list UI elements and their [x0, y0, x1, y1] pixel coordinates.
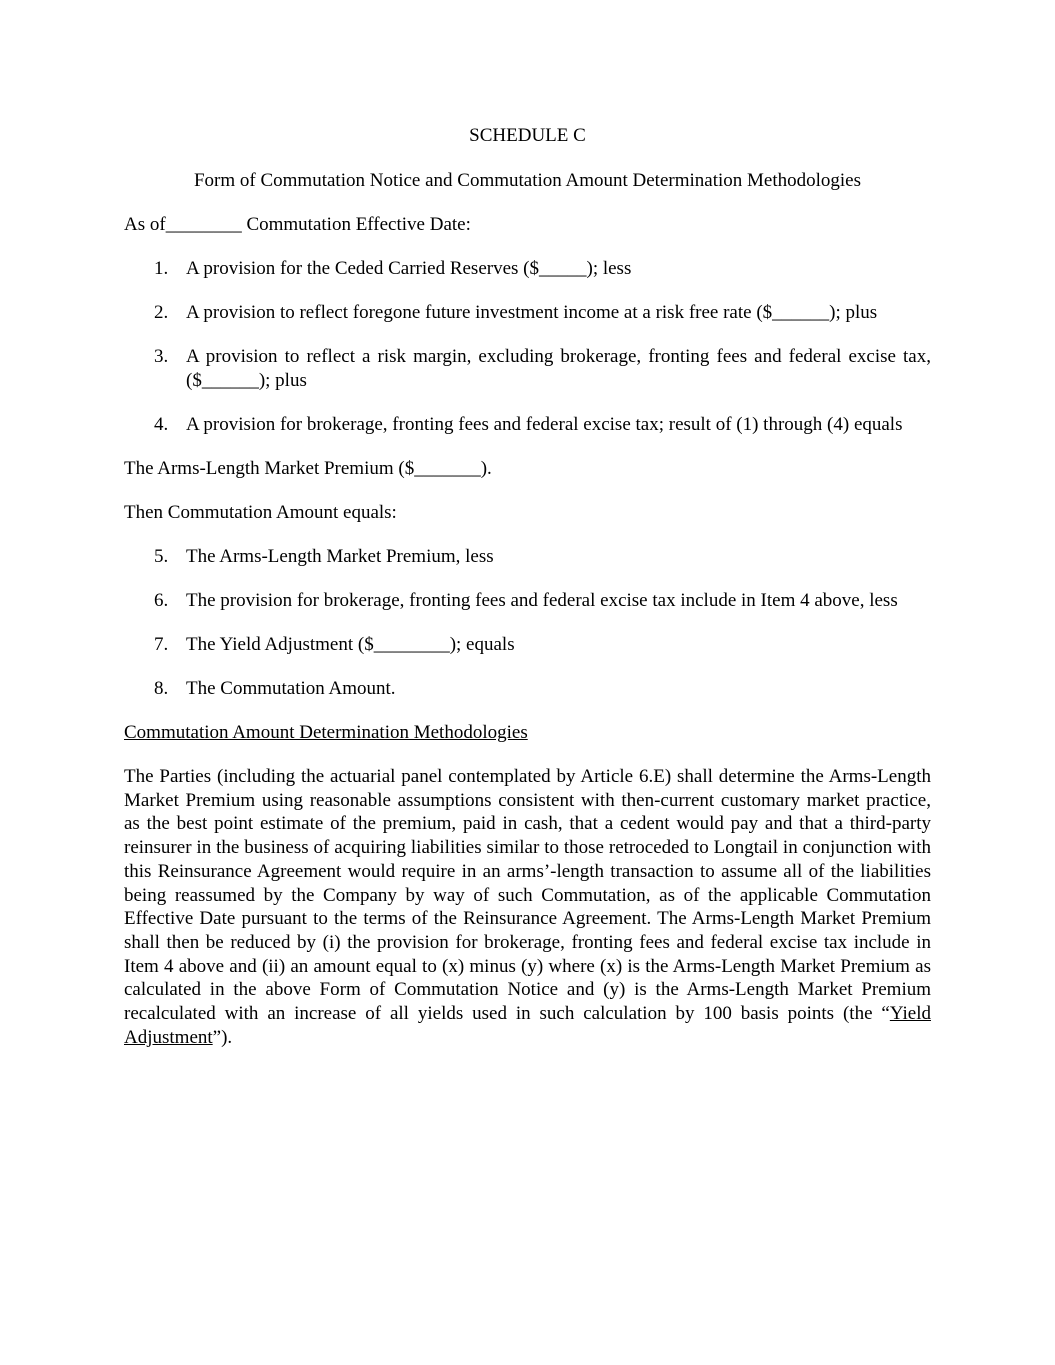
list-item-number: 8. [154, 678, 169, 699]
list-item-number: 7. [154, 634, 169, 655]
list-item [124, 345, 931, 393]
document-page [124, 124, 931, 1049]
methodologies-heading: Commutation Amount Determination Methodologies [124, 722, 528, 743]
list-item-text: The Commutation Amount. [186, 678, 396, 699]
as-of-line: As of________ Commutation Effective Date: [124, 214, 471, 235]
list-item-text: The Arms-Length Market Premium, less [186, 546, 494, 567]
list-item-number: 4. [154, 414, 169, 435]
list-item-text: The provision for brokerage, fronting fees and federal excise tax include in Item 4 above, less [186, 590, 898, 611]
document-subtitle: Form of Commutation Notice and Commutation Amount Determination Methodologies [193, 170, 862, 191]
list-item-number: 6. [154, 590, 169, 611]
list-item-text: A provision to reflect a risk margin, excluding brokerage, fronting fees and federal excise tax, ($______); plus [186, 346, 931, 391]
list-item-text: The Yield Adjustment ($________); equals [186, 634, 515, 655]
methodologies-paragraph [124, 765, 931, 1049]
list-item [124, 677, 931, 701]
then-commutation-line: Then Commutation Amount equals: [124, 502, 397, 523]
provision-list [124, 257, 931, 437]
list-item-text: A provision to reflect foregone future investment income at a risk free rate ($______); plus [186, 302, 878, 323]
methodologies-text: The Parties (including the actuarial panel contemplated by Article 6.E) shall determine the Arms-Length Market Premium using reasonable assumptions consistent with then-current customary market practice, as the best point estimate of the premium, paid in cash, that a cedent would pay and that a third-party reinsurer in the business of acquiring liabilities similar to those retroceded to Longtail in conjunction with this Reinsurance Agreement would require in an arms’-length transaction to assume all of the liabilities being reassumed by the Company by way of such Commutation, as of the applicable Commutation Effective Date pursuant to the terms of the Reinsurance Agreement. The Arms-Length Market Premium shall then be reduced by (i) the provision for brokerage, fronting fees and federal excise tax include in Item 4 above and (ii) an amount equal to (x) minus (y) where (x) is the Arms-Length Market Premium as calculated in the above Form of Commutation Notice and (y) is the Arms-Length Market Premium recalculated with an increase of all yields used in such calculation by 100 basis points (the “ [124, 766, 931, 1025]
list-item [124, 413, 931, 437]
list-item [124, 301, 931, 325]
list-item-text: A provision for brokerage, fronting fees and federal excise tax; result of (1) through (4) equals [186, 414, 903, 435]
list-item [124, 257, 931, 281]
schedule-title: SCHEDULE C [469, 125, 586, 146]
methodologies-text-end: ”). [212, 1026, 233, 1048]
list-item-text: A provision for the Ceded Carried Reserves ($_____); less [186, 258, 632, 279]
yield-adjustment-term: Yield Adjustment [124, 1003, 931, 1048]
list-item [124, 633, 931, 657]
list-item-number: 1. [154, 258, 169, 279]
list-item [124, 589, 931, 613]
list-item-number: 5. [154, 546, 169, 567]
arms-length-premium-line: The Arms-Length Market Premium ($_______). [124, 458, 492, 479]
list-item-number: 2. [154, 302, 169, 323]
commutation-list [124, 545, 931, 701]
list-item [124, 545, 931, 569]
list-item-number: 3. [154, 346, 169, 367]
